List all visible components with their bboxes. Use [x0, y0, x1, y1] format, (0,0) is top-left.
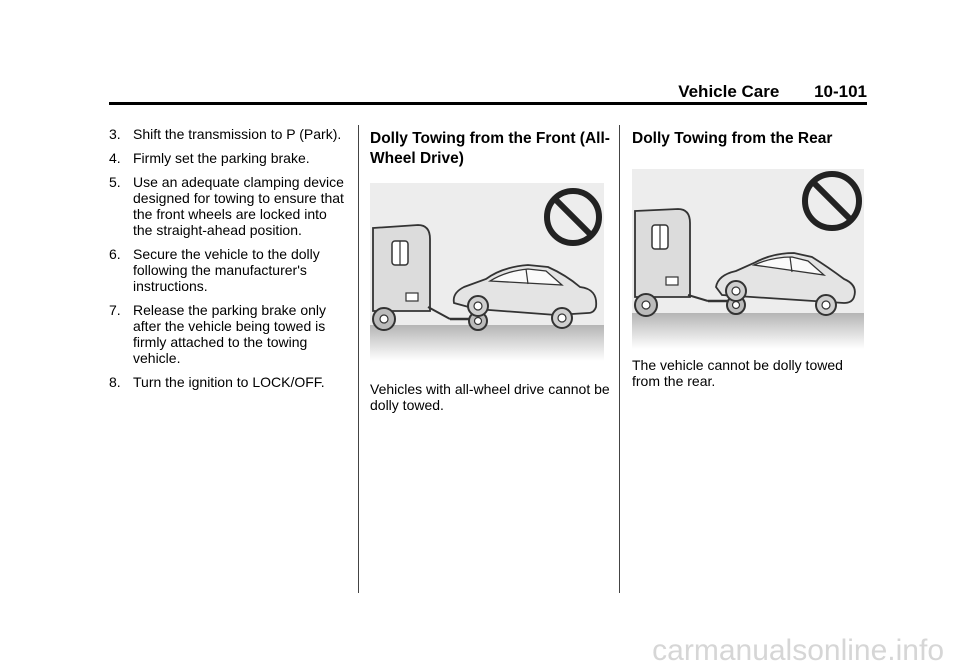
step-list: [109, 126, 344, 390]
step-item: [109, 174, 344, 238]
step-text: Release the parking brake only after the vehicle being towed is firmly attached to the towing vehicle.: [133, 302, 327, 366]
column-divider-2: [619, 125, 620, 593]
step-number: 7.: [109, 302, 121, 318]
watermark: carmanualsonline.info: [652, 634, 944, 667]
step-number: 5.: [109, 174, 121, 190]
step-number: 4.: [109, 150, 121, 166]
column-divider-1: [358, 125, 359, 593]
step-number: 6.: [109, 246, 121, 262]
step-text: Secure the vehicle to the dolly following the manufacturer's instructions.: [133, 246, 320, 294]
left-column: [109, 126, 344, 398]
section-caption: The vehicle cannot be dolly towed from the rear.: [632, 357, 843, 389]
section-title: Vehicle Care: [678, 82, 780, 101]
step-item: [109, 246, 344, 294]
step-text: Turn the ignition to LOCK/OFF.: [133, 374, 325, 390]
page-header: [678, 82, 867, 102]
step-number: 8.: [109, 374, 121, 390]
step-text: Use an adequate clamping device designed for towing to ensure that the front wheels are locked into the straight-ahead position.: [133, 174, 344, 238]
right-column: [632, 126, 870, 389]
rear-dolly-tow-illustration: [632, 169, 864, 349]
step-item: [109, 150, 344, 166]
step-item: [109, 374, 344, 390]
front-dolly-tow-illustration: [370, 183, 604, 361]
page-number: 10-101: [814, 82, 867, 101]
section-heading: Dolly Towing from the Rear: [632, 130, 833, 147]
header-rule: [109, 102, 867, 105]
step-text: Firmly set the parking brake.: [133, 150, 310, 166]
section-heading: Dolly Towing from the Front (All-Wheel Drive): [370, 130, 610, 167]
step-text: Shift the transmission to P (Park).: [133, 126, 342, 142]
step-item: [109, 302, 344, 366]
section-caption: Vehicles with all-wheel drive cannot be dolly towed.: [370, 381, 610, 413]
step-number: 3.: [109, 126, 121, 142]
middle-column: [370, 126, 610, 413]
step-item: [109, 126, 344, 142]
